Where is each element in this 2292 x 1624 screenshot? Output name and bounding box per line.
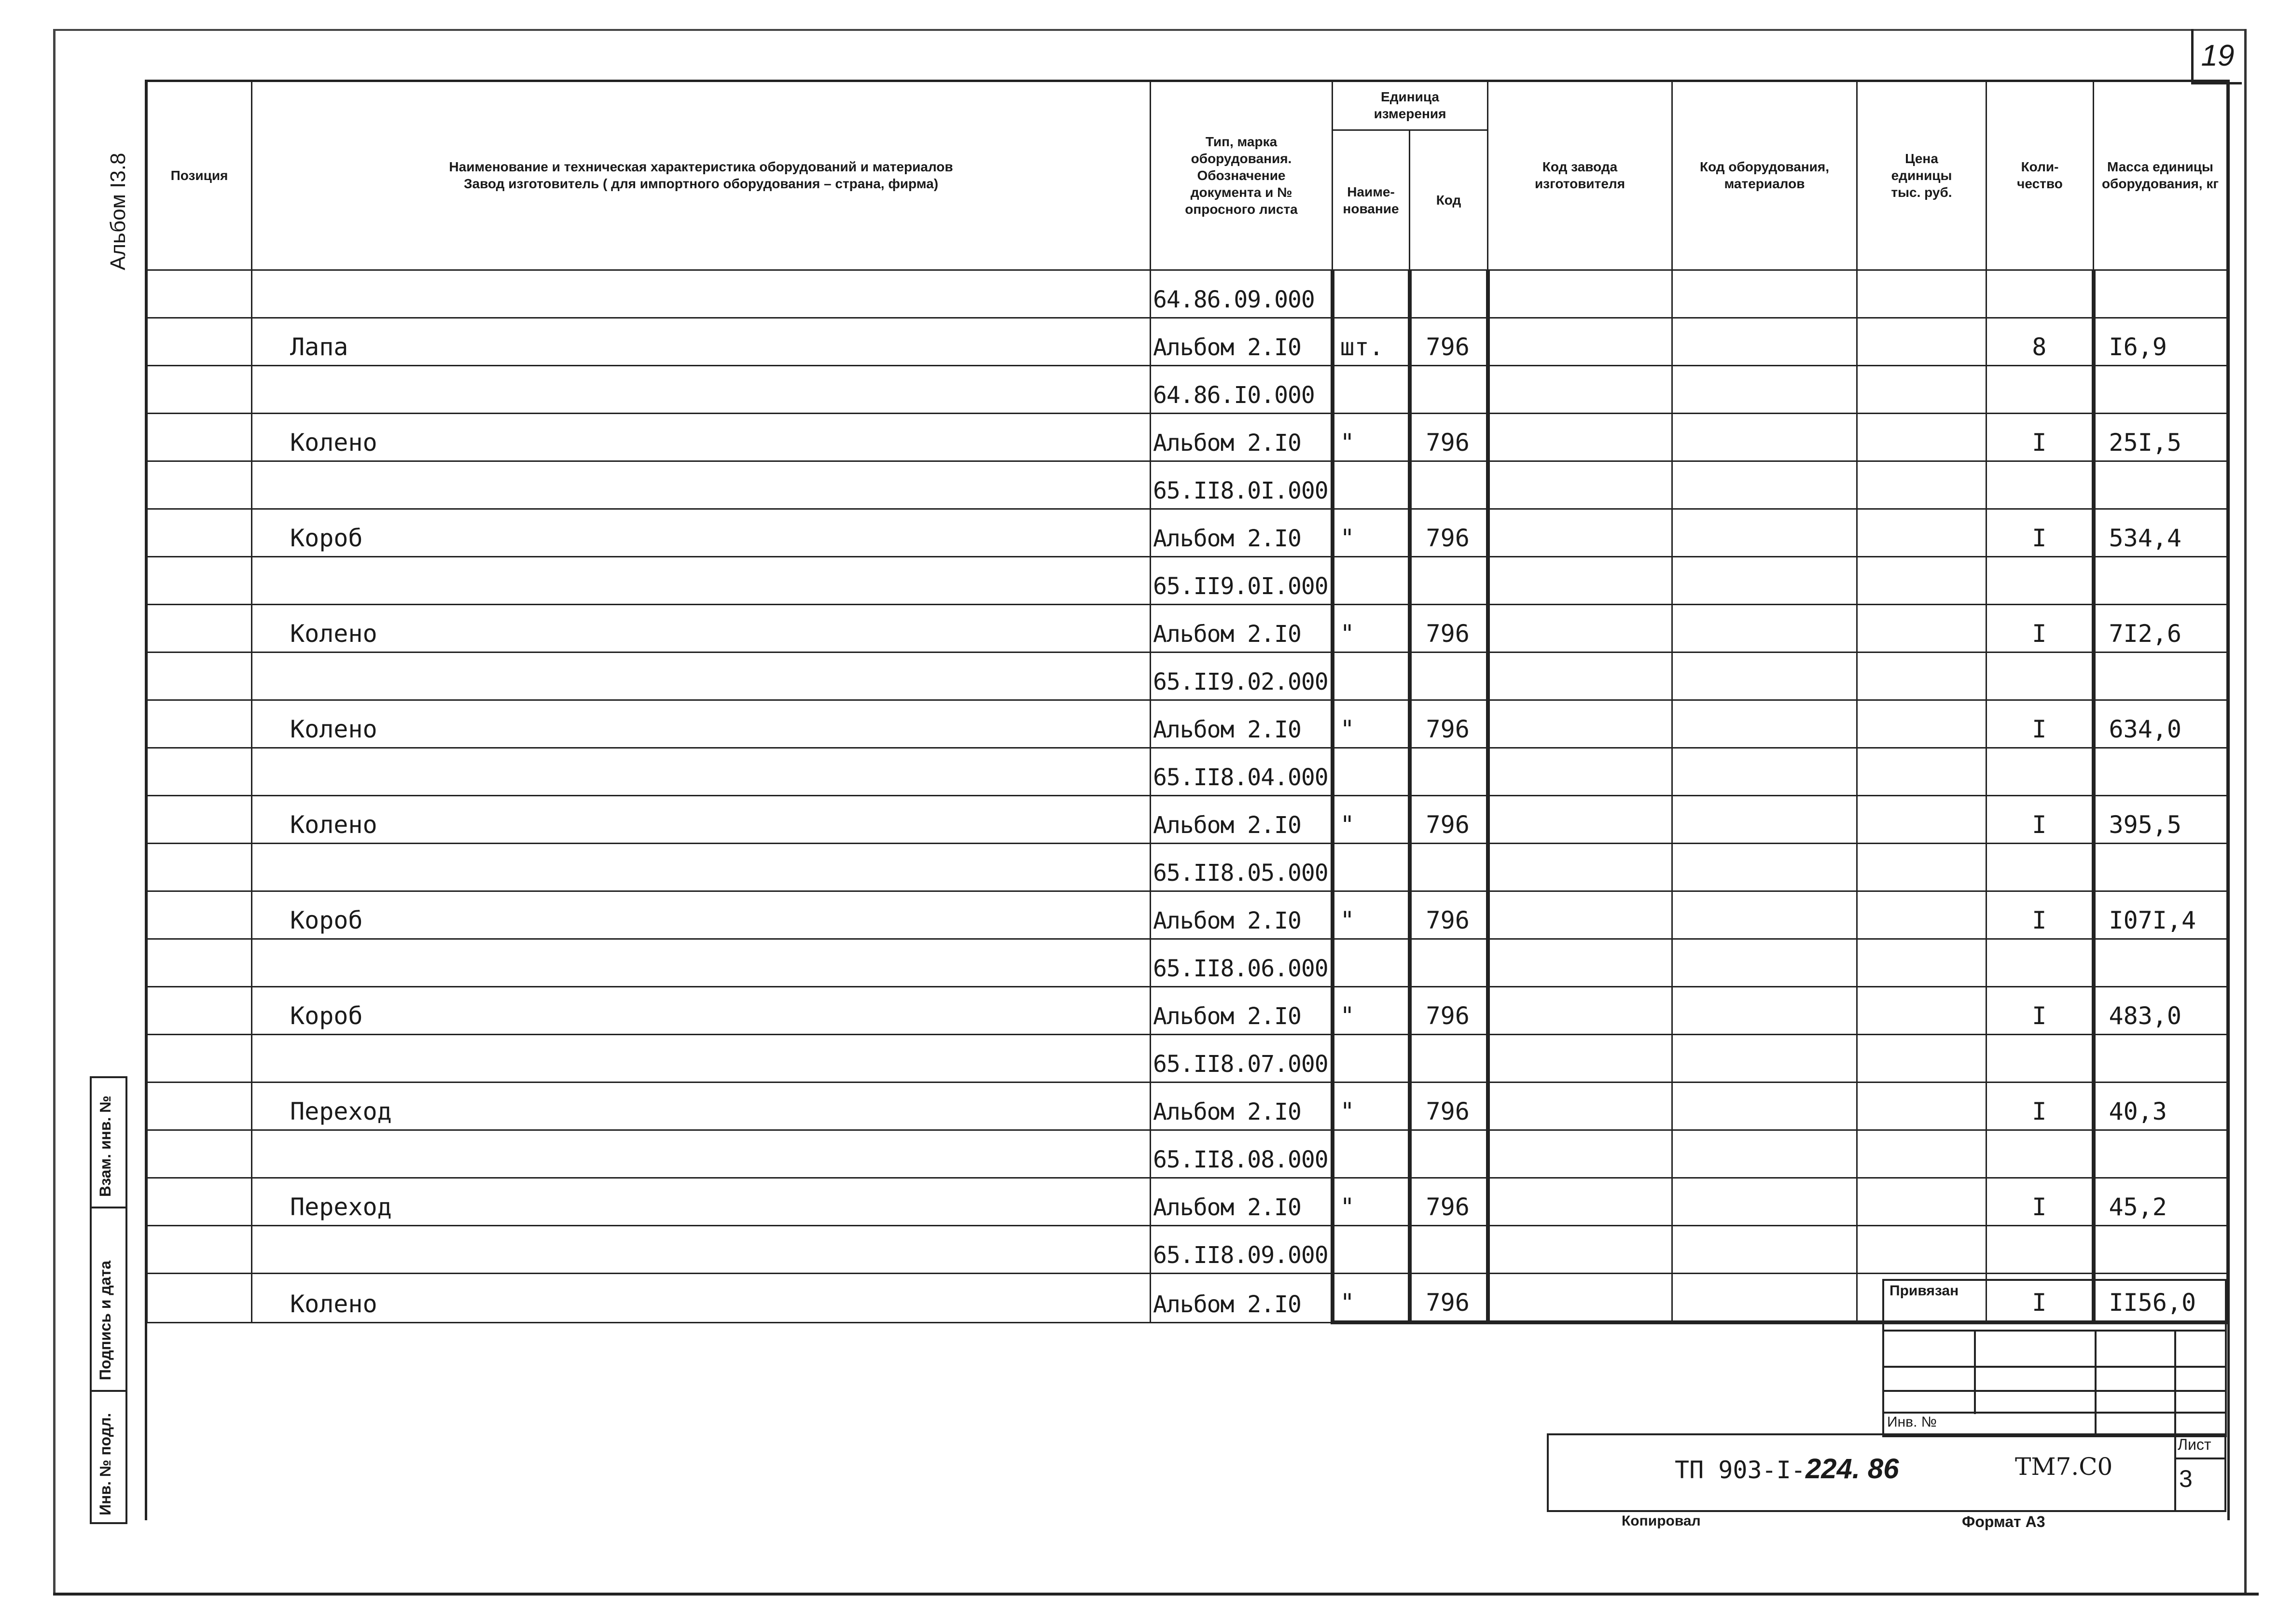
cell-position bbox=[147, 270, 252, 318]
cell-price bbox=[1857, 1226, 1986, 1274]
cell-equipment-code bbox=[1672, 844, 1857, 891]
cell-quantity: I bbox=[1986, 891, 2094, 939]
cell-factory-code bbox=[1488, 1226, 1672, 1274]
cell-equipment-code bbox=[1672, 939, 1857, 987]
cell-position bbox=[147, 366, 252, 414]
cell-name bbox=[252, 366, 1151, 414]
table-row bbox=[147, 461, 2227, 509]
cell-price bbox=[1857, 557, 1986, 605]
cell-name bbox=[252, 1130, 1151, 1178]
cell-name: Короб bbox=[252, 509, 1151, 557]
cell-quantity: I bbox=[1986, 700, 2094, 748]
table-row bbox=[147, 1130, 2227, 1178]
cell-quantity: I bbox=[1986, 414, 2094, 461]
cell-doc: Альбом 2.I0 bbox=[1151, 700, 1333, 748]
cell-position bbox=[147, 1274, 252, 1323]
cell-doc: Альбом 2.I0 bbox=[1151, 891, 1333, 939]
cell-mass bbox=[2094, 557, 2227, 605]
cell-equipment-code bbox=[1672, 366, 1857, 414]
cell-quantity bbox=[1986, 1226, 2094, 1274]
privyazan-grid bbox=[2174, 1330, 2176, 1433]
cell-price bbox=[1857, 1130, 1986, 1178]
cell-mass: I6,9 bbox=[2094, 318, 2227, 366]
cell-unit: " bbox=[1333, 509, 1410, 557]
cell-price bbox=[1857, 891, 1986, 939]
table-row bbox=[147, 1083, 2227, 1130]
cell-equipment-code bbox=[1672, 270, 1857, 318]
cell-name bbox=[252, 1226, 1151, 1274]
cell-equipment-code bbox=[1672, 1226, 1857, 1274]
cell-quantity: I bbox=[1986, 796, 2094, 844]
cell-name: Колено bbox=[252, 414, 1151, 461]
cell-equipment-code bbox=[1672, 557, 1857, 605]
cell-doc: Альбом 2.I0 bbox=[1151, 605, 1333, 652]
cell-name bbox=[252, 1035, 1151, 1083]
cell-unit-code: 796 bbox=[1410, 1274, 1488, 1323]
cell-position bbox=[147, 796, 252, 844]
cell-unit: " bbox=[1333, 605, 1410, 652]
cell-doc: 65.II8.04.000 bbox=[1151, 748, 1333, 796]
cell-name bbox=[252, 557, 1151, 605]
cell-doc: 64.86.I0.000 bbox=[1151, 366, 1333, 414]
cell-factory-code bbox=[1488, 461, 1672, 509]
cell-quantity: I bbox=[1986, 987, 2094, 1035]
privyazan-grid bbox=[1882, 1390, 2225, 1392]
cell-factory-code bbox=[1488, 318, 1672, 366]
cell-quantity bbox=[1986, 366, 2094, 414]
cell-position bbox=[147, 1035, 252, 1083]
cell-equipment-code bbox=[1672, 796, 1857, 844]
cell-mass bbox=[2094, 1130, 2227, 1178]
cell-factory-code bbox=[1488, 1274, 1672, 1323]
cell-factory-code bbox=[1488, 270, 1672, 318]
cell-unit-code bbox=[1410, 1226, 1488, 1274]
cell-doc: Альбом 2.I0 bbox=[1151, 509, 1333, 557]
cell-price bbox=[1857, 461, 1986, 509]
cell-unit-code bbox=[1410, 844, 1488, 891]
cell-unit: " bbox=[1333, 1083, 1410, 1130]
side-stamp-sign-date: Подпись и дата bbox=[97, 1261, 114, 1380]
header-quantity: Коли-чество bbox=[1986, 81, 2094, 270]
table-row bbox=[147, 414, 2227, 461]
cell-equipment-code bbox=[1672, 748, 1857, 796]
cell-unit: " bbox=[1333, 700, 1410, 748]
privyazan-grid bbox=[1882, 1412, 2225, 1414]
title-divider bbox=[2174, 1457, 2225, 1459]
cell-name: Короб bbox=[252, 987, 1151, 1035]
header-mass: Масса единицы оборудования, кг bbox=[2094, 81, 2227, 270]
table-row bbox=[147, 652, 2227, 700]
cell-position bbox=[147, 844, 252, 891]
header-price: Цена единицы тыс. руб. bbox=[1857, 81, 1986, 270]
cell-position bbox=[147, 605, 252, 652]
cell-quantity: I bbox=[1986, 1178, 2094, 1226]
side-stamp-divider bbox=[90, 1390, 125, 1392]
cell-unit-code bbox=[1410, 748, 1488, 796]
cell-unit: " bbox=[1333, 1274, 1410, 1323]
table-row bbox=[147, 748, 2227, 796]
cell-factory-code bbox=[1488, 557, 1672, 605]
frame-top-line bbox=[53, 29, 2244, 31]
cell-doc: 65.II9.0I.000 bbox=[1151, 557, 1333, 605]
cell-price bbox=[1857, 652, 1986, 700]
cell-doc: Альбом 2.I0 bbox=[1151, 1274, 1333, 1323]
cell-position bbox=[147, 1178, 252, 1226]
cell-quantity: I bbox=[1986, 1274, 2094, 1323]
table-row bbox=[147, 270, 2227, 318]
cell-mass bbox=[2094, 844, 2227, 891]
cell-position bbox=[147, 318, 252, 366]
cell-unit-code: 796 bbox=[1410, 796, 1488, 844]
header-factory-code: Код завода изготовителя bbox=[1488, 81, 1672, 270]
cell-mass bbox=[2094, 366, 2227, 414]
cell-mass: 45,2 bbox=[2094, 1178, 2227, 1226]
cell-unit-code: 796 bbox=[1410, 414, 1488, 461]
cell-quantity: I bbox=[1986, 605, 2094, 652]
cell-factory-code bbox=[1488, 509, 1672, 557]
header-name-line1: Наименование и техническая характеристика оборудований и материалов bbox=[449, 159, 953, 174]
table-row bbox=[147, 987, 2227, 1035]
cell-unit-code: 796 bbox=[1410, 1178, 1488, 1226]
album-label: Альбом I3.8 bbox=[106, 153, 130, 270]
cell-price bbox=[1857, 605, 1986, 652]
frame-bottom-line bbox=[53, 1593, 2259, 1596]
cell-unit: " bbox=[1333, 987, 1410, 1035]
cell-doc: 65.II8.09.000 bbox=[1151, 1226, 1333, 1274]
cell-price bbox=[1857, 1178, 1986, 1226]
cell-quantity bbox=[1986, 461, 2094, 509]
sheet-value: 3 bbox=[2179, 1465, 2193, 1492]
cell-name bbox=[252, 748, 1151, 796]
cell-quantity bbox=[1986, 939, 2094, 987]
cell-position bbox=[147, 891, 252, 939]
cell-unit-code bbox=[1410, 557, 1488, 605]
privyazan-label: Привязан bbox=[1889, 1283, 1959, 1299]
header-name bbox=[252, 81, 1151, 270]
cell-factory-code bbox=[1488, 1083, 1672, 1130]
cell-quantity bbox=[1986, 652, 2094, 700]
cell-doc: 65.II8.0I.000 bbox=[1151, 461, 1333, 509]
cell-position bbox=[147, 748, 252, 796]
cell-doc: Альбом 2.I0 bbox=[1151, 1178, 1333, 1226]
cell-factory-code bbox=[1488, 605, 1672, 652]
cell-name bbox=[252, 461, 1151, 509]
cell-factory-code bbox=[1488, 1130, 1672, 1178]
cell-name: Короб bbox=[252, 891, 1151, 939]
cell-equipment-code bbox=[1672, 1274, 1857, 1323]
cell-price bbox=[1857, 748, 1986, 796]
cell-position bbox=[147, 1226, 252, 1274]
cell-mass bbox=[2094, 461, 2227, 509]
cell-quantity: I bbox=[1986, 1083, 2094, 1130]
privyazan-grid bbox=[1882, 1366, 2225, 1368]
cell-unit: " bbox=[1333, 796, 1410, 844]
header-name-line2: Завод изготовитель ( для импортного оборудования – страна, фирма) bbox=[463, 176, 939, 191]
cell-unit bbox=[1333, 270, 1410, 318]
table-row bbox=[147, 605, 2227, 652]
cell-quantity: 8 bbox=[1986, 318, 2094, 366]
cell-unit: " bbox=[1333, 891, 1410, 939]
privyazan-grid bbox=[1974, 1330, 1976, 1414]
header-position: Позиция bbox=[147, 81, 252, 270]
cell-name: Колено bbox=[252, 700, 1151, 748]
cell-mass bbox=[2094, 748, 2227, 796]
cell-position bbox=[147, 557, 252, 605]
inv-no-label: Инв. № bbox=[1887, 1414, 1937, 1430]
cell-position bbox=[147, 414, 252, 461]
cell-price bbox=[1857, 270, 1986, 318]
cell-mass: 534,4 bbox=[2094, 509, 2227, 557]
cell-unit-code: 796 bbox=[1410, 509, 1488, 557]
cell-unit-code bbox=[1410, 366, 1488, 414]
cell-equipment-code bbox=[1672, 987, 1857, 1035]
doc-code bbox=[1675, 1453, 1899, 1485]
cell-equipment-code bbox=[1672, 1083, 1857, 1130]
sheet-number: 19 bbox=[2191, 29, 2242, 84]
cell-unit bbox=[1333, 557, 1410, 605]
doc-code-prefix: ТП 903-I- bbox=[1675, 1456, 1806, 1484]
cell-unit bbox=[1333, 1130, 1410, 1178]
cell-quantity bbox=[1986, 1035, 2094, 1083]
cell-unit-code: 796 bbox=[1410, 700, 1488, 748]
cell-mass: I07I,4 bbox=[2094, 891, 2227, 939]
cell-unit-code: 796 bbox=[1410, 605, 1488, 652]
cell-name bbox=[252, 270, 1151, 318]
cell-unit-code: 796 bbox=[1410, 891, 1488, 939]
cell-factory-code bbox=[1488, 1035, 1672, 1083]
cell-price bbox=[1857, 318, 1986, 366]
cell-mass: 395,5 bbox=[2094, 796, 2227, 844]
cell-position bbox=[147, 461, 252, 509]
cell-name bbox=[252, 844, 1151, 891]
cell-price bbox=[1857, 366, 1986, 414]
cell-unit-code bbox=[1410, 270, 1488, 318]
cell-name: Колено bbox=[252, 605, 1151, 652]
cell-factory-code bbox=[1488, 652, 1672, 700]
cell-equipment-code bbox=[1672, 318, 1857, 366]
header-unit-group: Единица измерения bbox=[1333, 81, 1488, 130]
cell-unit bbox=[1333, 1035, 1410, 1083]
header-unit-code: Код bbox=[1410, 130, 1488, 270]
doc-mark: ТМ7.С0 bbox=[2015, 1453, 2113, 1481]
cell-doc: Альбом 2.I0 bbox=[1151, 987, 1333, 1035]
cell-unit-code bbox=[1410, 939, 1488, 987]
cell-unit bbox=[1333, 748, 1410, 796]
cell-name: Переход bbox=[252, 1178, 1151, 1226]
cell-name bbox=[252, 652, 1151, 700]
cell-unit bbox=[1333, 366, 1410, 414]
frame-right-line bbox=[2244, 29, 2247, 1593]
table-row bbox=[147, 318, 2227, 366]
cell-equipment-code bbox=[1672, 1130, 1857, 1178]
cell-quantity bbox=[1986, 1130, 2094, 1178]
cell-quantity bbox=[1986, 270, 2094, 318]
cell-factory-code bbox=[1488, 891, 1672, 939]
cell-mass: 483,0 bbox=[2094, 987, 2227, 1035]
cell-unit: " bbox=[1333, 414, 1410, 461]
cell-unit-code bbox=[1410, 461, 1488, 509]
sheet-label: Лист bbox=[2178, 1436, 2211, 1453]
cell-factory-code bbox=[1488, 700, 1672, 748]
cell-doc: Альбом 2.I0 bbox=[1151, 796, 1333, 844]
cell-equipment-code bbox=[1672, 652, 1857, 700]
cell-price bbox=[1857, 509, 1986, 557]
doc-code-number: 224. 86 bbox=[1805, 1453, 1899, 1485]
header-type: Тип, марка оборудования. Обозначение документа и № опросного листа bbox=[1151, 81, 1333, 270]
cell-name bbox=[252, 939, 1151, 987]
cell-unit bbox=[1333, 1226, 1410, 1274]
cell-equipment-code bbox=[1672, 461, 1857, 509]
cell-mass: 634,0 bbox=[2094, 700, 2227, 748]
cell-mass bbox=[2094, 939, 2227, 987]
footer-format: Формат А3 bbox=[1962, 1513, 2045, 1530]
cell-unit bbox=[1333, 844, 1410, 891]
table-row bbox=[147, 1035, 2227, 1083]
cell-name: Колено bbox=[252, 796, 1151, 844]
table-row bbox=[147, 557, 2227, 605]
cell-price bbox=[1857, 987, 1986, 1035]
side-stamp-inv-podl: Инв. № подл. bbox=[97, 1413, 114, 1515]
cell-price bbox=[1857, 414, 1986, 461]
cell-position bbox=[147, 652, 252, 700]
side-stamp-divider bbox=[90, 1207, 125, 1208]
cell-unit-code bbox=[1410, 652, 1488, 700]
cell-factory-code bbox=[1488, 987, 1672, 1035]
cell-position bbox=[147, 939, 252, 987]
cell-factory-code bbox=[1488, 1178, 1672, 1226]
cell-position bbox=[147, 509, 252, 557]
cell-equipment-code bbox=[1672, 891, 1857, 939]
cell-unit bbox=[1333, 652, 1410, 700]
cell-unit-code: 796 bbox=[1410, 987, 1488, 1035]
title-divider bbox=[2174, 1433, 2176, 1511]
cell-doc: 65.II8.05.000 bbox=[1151, 844, 1333, 891]
cell-equipment-code bbox=[1672, 509, 1857, 557]
cell-quantity bbox=[1986, 844, 2094, 891]
cell-factory-code bbox=[1488, 796, 1672, 844]
cell-factory-code bbox=[1488, 414, 1672, 461]
cell-name: Переход bbox=[252, 1083, 1151, 1130]
cell-equipment-code bbox=[1672, 1178, 1857, 1226]
table-row bbox=[147, 891, 2227, 939]
table-row bbox=[147, 1226, 2227, 1274]
cell-doc: Альбом 2.I0 bbox=[1151, 414, 1333, 461]
cell-doc: 65.II9.02.000 bbox=[1151, 652, 1333, 700]
cell-equipment-code bbox=[1672, 700, 1857, 748]
cell-factory-code bbox=[1488, 748, 1672, 796]
spec-table bbox=[146, 80, 2228, 1324]
cell-name: Колено bbox=[252, 1274, 1151, 1323]
privyazan-grid bbox=[2095, 1330, 2097, 1433]
frame-left-line bbox=[53, 29, 56, 1593]
cell-price bbox=[1857, 1083, 1986, 1130]
footer-copied: Копировал bbox=[1622, 1513, 1701, 1529]
table-row bbox=[147, 700, 2227, 748]
cell-doc: 65.II8.08.000 bbox=[1151, 1130, 1333, 1178]
cell-price bbox=[1857, 844, 1986, 891]
cell-price bbox=[1857, 1035, 1986, 1083]
table-row bbox=[147, 939, 2227, 987]
table-row bbox=[147, 844, 2227, 891]
table-row bbox=[147, 509, 2227, 557]
cell-mass bbox=[2094, 1226, 2227, 1274]
cell-factory-code bbox=[1488, 939, 1672, 987]
cell-factory-code bbox=[1488, 844, 1672, 891]
cell-position bbox=[147, 987, 252, 1035]
table-row bbox=[147, 796, 2227, 844]
privyazan-grid bbox=[1882, 1330, 2225, 1332]
cell-doc: 65.II8.07.000 bbox=[1151, 1035, 1333, 1083]
table-row bbox=[147, 1178, 2227, 1226]
cell-name: Лапа bbox=[252, 318, 1151, 366]
cell-position bbox=[147, 1083, 252, 1130]
cell-quantity bbox=[1986, 748, 2094, 796]
side-stamp-vzam-inv: Взам. инв. № bbox=[97, 1096, 114, 1197]
cell-price bbox=[1857, 796, 1986, 844]
cell-unit-code bbox=[1410, 1035, 1488, 1083]
header-equipment-code: Код оборудования, материалов bbox=[1672, 81, 1857, 270]
cell-unit-code: 796 bbox=[1410, 1083, 1488, 1130]
cell-price bbox=[1857, 939, 1986, 987]
cell-position bbox=[147, 700, 252, 748]
cell-mass bbox=[2094, 270, 2227, 318]
cell-unit bbox=[1333, 461, 1410, 509]
cell-quantity: I bbox=[1986, 509, 2094, 557]
cell-unit bbox=[1333, 939, 1410, 987]
cell-unit-code: 796 bbox=[1410, 318, 1488, 366]
cell-mass: 25I,5 bbox=[2094, 414, 2227, 461]
cell-price bbox=[1857, 700, 1986, 748]
cell-quantity bbox=[1986, 557, 2094, 605]
cell-equipment-code bbox=[1672, 1035, 1857, 1083]
table-row bbox=[147, 366, 2227, 414]
cell-mass: II56,0 bbox=[2094, 1274, 2227, 1323]
cell-position bbox=[147, 1130, 252, 1178]
cell-doc: Альбом 2.I0 bbox=[1151, 1083, 1333, 1130]
cell-unit: шт. bbox=[1333, 318, 1410, 366]
cell-unit-code bbox=[1410, 1130, 1488, 1178]
cell-mass bbox=[2094, 652, 2227, 700]
cell-doc: Альбом 2.I0 bbox=[1151, 318, 1333, 366]
cell-equipment-code bbox=[1672, 605, 1857, 652]
header-unit-name: Наиме-нование bbox=[1333, 130, 1410, 270]
cell-doc: 64.86.09.000 bbox=[1151, 270, 1333, 318]
cell-factory-code bbox=[1488, 366, 1672, 414]
cell-doc: 65.II8.06.000 bbox=[1151, 939, 1333, 987]
cell-unit: " bbox=[1333, 1178, 1410, 1226]
cell-equipment-code bbox=[1672, 414, 1857, 461]
cell-mass: 7I2,6 bbox=[2094, 605, 2227, 652]
cell-mass: 40,3 bbox=[2094, 1083, 2227, 1130]
cell-mass bbox=[2094, 1035, 2227, 1083]
